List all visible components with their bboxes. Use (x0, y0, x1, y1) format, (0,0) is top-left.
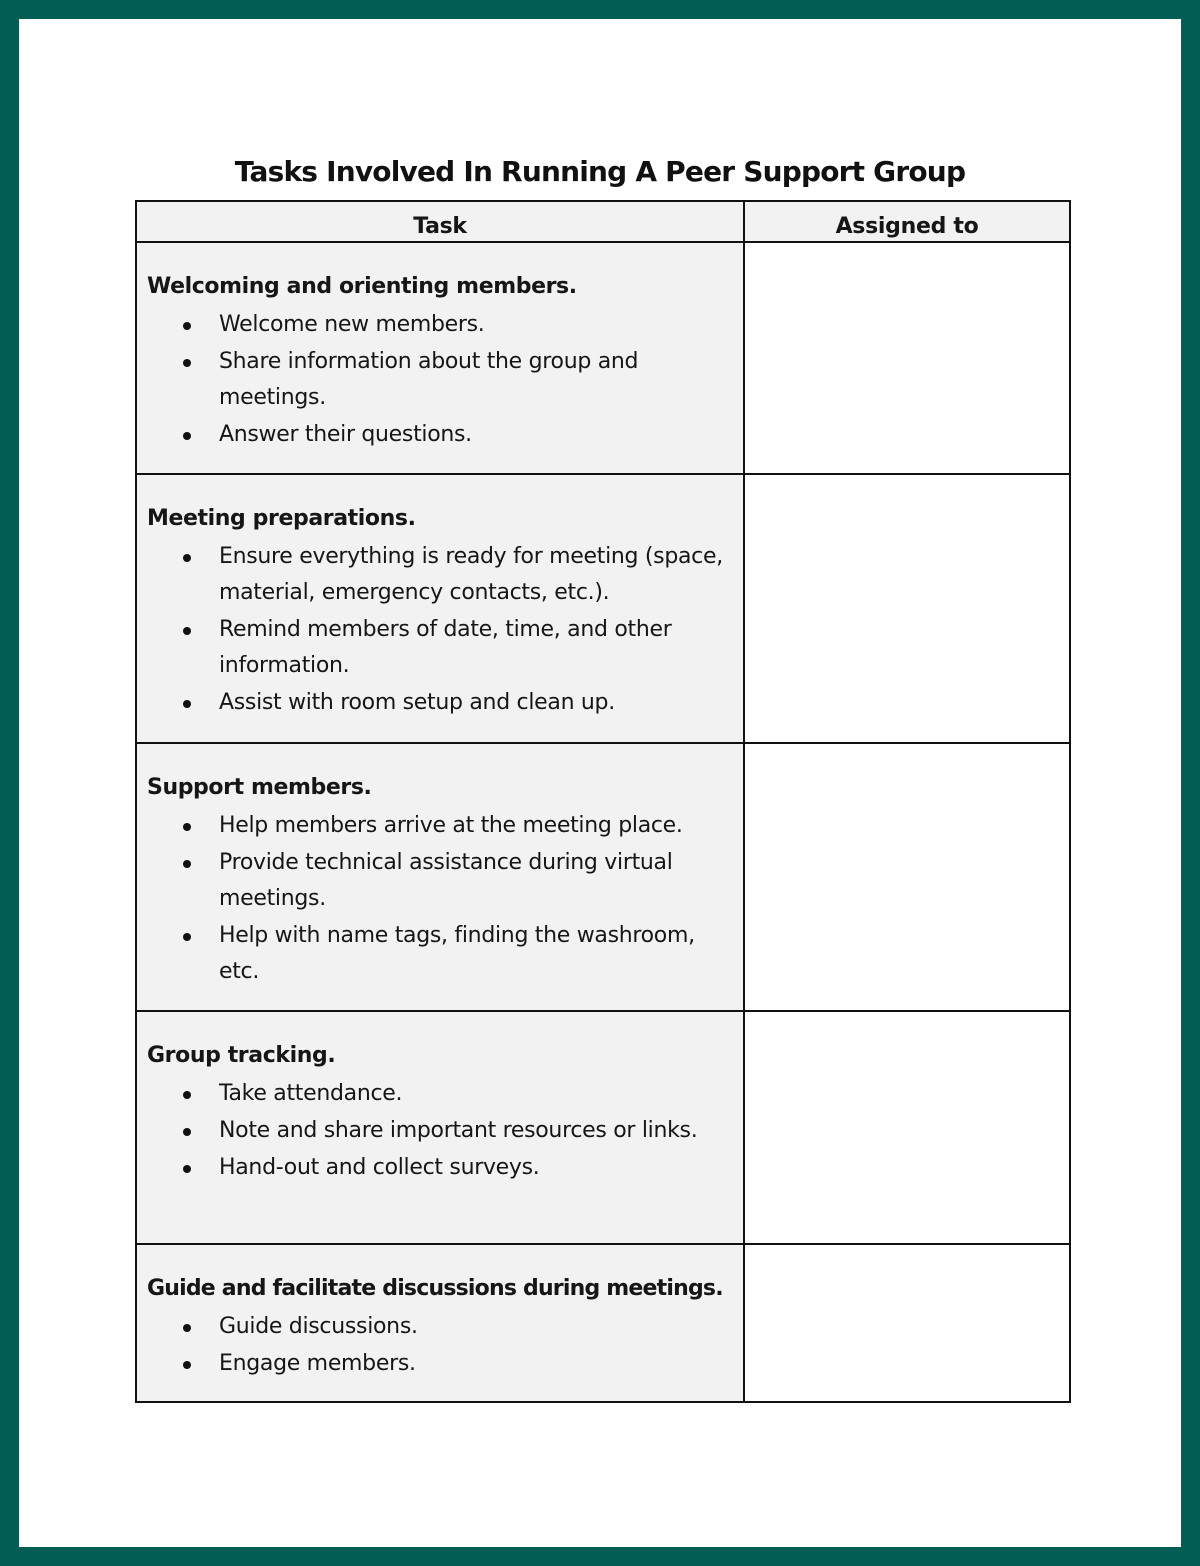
task-item (147, 417, 735, 453)
task-heading: Welcoming and orienting members. (147, 274, 577, 299)
task-item-text: Provide technical assistance during virtual meetings. (219, 850, 673, 911)
task-item-text: Share information about the group and meetings. (219, 349, 639, 410)
task-heading: Meeting preparations. (147, 506, 416, 531)
task-cell (136, 474, 744, 743)
bullet-icon (183, 1128, 191, 1136)
task-item-list (147, 539, 735, 721)
task-heading: Group tracking. (147, 1043, 336, 1068)
assigned-to-column-header: Assigned to (744, 201, 1070, 242)
task-item-list (147, 1309, 735, 1382)
task-item-text: Take attendance. (219, 1081, 403, 1106)
task-item (147, 612, 735, 684)
bullet-icon (183, 359, 191, 367)
table-row (136, 743, 1070, 1011)
task-item-text: Guide discussions. (219, 1314, 418, 1339)
assigned-to-cell[interactable] (744, 1011, 1070, 1244)
task-item (147, 808, 735, 844)
task-item (147, 1309, 735, 1345)
task-cell (136, 242, 744, 474)
task-item-text: Hand-out and collect surveys. (219, 1155, 540, 1180)
assigned-to-cell[interactable] (744, 743, 1070, 1011)
task-item-list (147, 1076, 735, 1186)
bullet-icon (183, 432, 191, 440)
bullet-icon (183, 1361, 191, 1369)
task-heading: Support members. (147, 775, 372, 800)
assigned-to-cell[interactable] (744, 474, 1070, 743)
task-cell (136, 1011, 744, 1244)
task-item (147, 344, 735, 416)
task-item-list (147, 307, 735, 453)
task-item-text: Note and share important resources or links. (219, 1118, 698, 1143)
bullet-icon (183, 933, 191, 941)
task-item (147, 1346, 735, 1382)
task-item-text: Answer their questions. (219, 422, 472, 447)
table-header-row (136, 201, 1070, 242)
task-item-text: Help with name tags, finding the washroom, etc. (219, 923, 695, 984)
task-item-text: Assist with room setup and clean up. (219, 690, 615, 715)
table-row (136, 474, 1070, 743)
task-item-text: Engage members. (219, 1351, 416, 1376)
bullet-icon (183, 554, 191, 562)
task-cell (136, 743, 744, 1011)
assigned-to-cell[interactable] (744, 1244, 1070, 1402)
assigned-to-cell[interactable] (744, 242, 1070, 474)
bullet-icon (183, 1091, 191, 1099)
task-assignment-table (135, 200, 1071, 1403)
table-row (136, 1244, 1070, 1402)
task-item (147, 1150, 735, 1186)
task-item (147, 685, 735, 721)
task-item-list (147, 808, 735, 990)
task-item (147, 307, 735, 343)
task-item (147, 1076, 735, 1112)
task-item-text: Ensure everything is ready for meeting (space, material, emergency contacts, etc.). (219, 544, 723, 605)
task-heading: Guide and facilitate discussions during meetings. (147, 1276, 723, 1301)
bullet-icon (183, 860, 191, 868)
table-row (136, 242, 1070, 474)
table-row (136, 1011, 1070, 1244)
task-item (147, 539, 735, 611)
task-item-text: Help members arrive at the meeting place. (219, 813, 683, 838)
task-item (147, 918, 735, 990)
document-title: Tasks Involved In Running A Peer Support Group (234, 155, 966, 188)
bullet-icon (183, 1324, 191, 1332)
task-column-header: Task (136, 201, 744, 242)
document-page (19, 19, 1181, 1547)
bullet-icon (183, 700, 191, 708)
task-item-text: Remind members of date, time, and other information. (219, 617, 672, 678)
bullet-icon (183, 1165, 191, 1173)
task-cell (136, 1244, 744, 1402)
bullet-icon (183, 322, 191, 330)
task-item (147, 1113, 735, 1149)
task-item (147, 845, 735, 917)
bullet-icon (183, 627, 191, 635)
task-item-text: Welcome new members. (219, 312, 485, 337)
bullet-icon (183, 823, 191, 831)
